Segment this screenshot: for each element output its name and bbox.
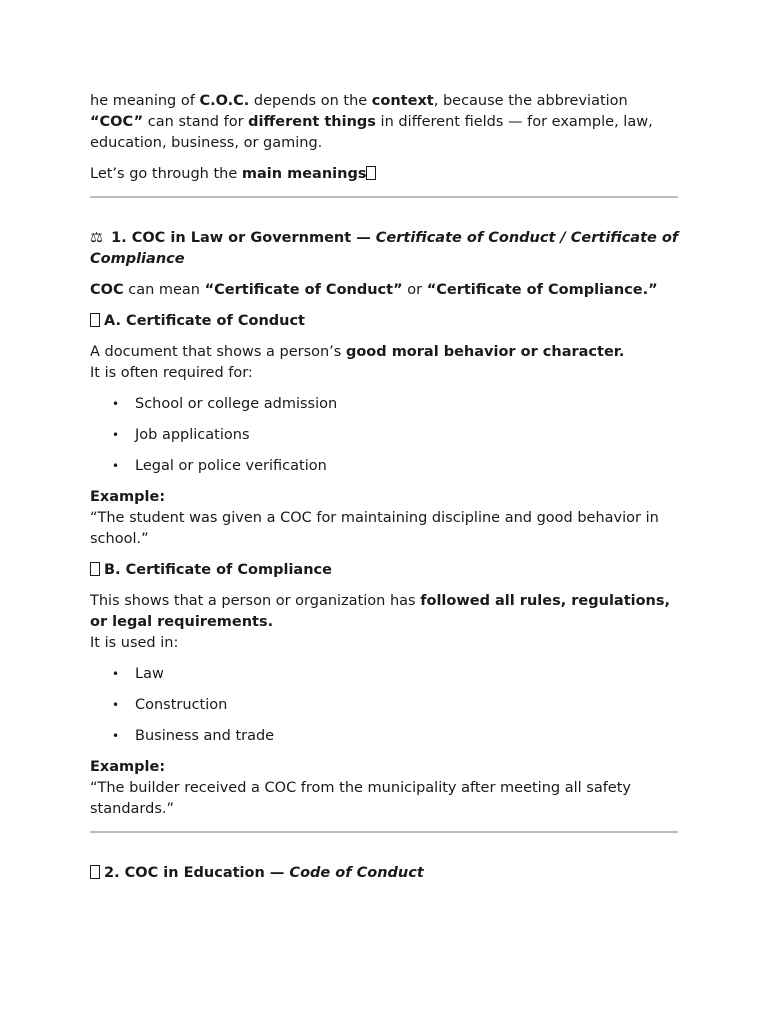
scales-icon: ⚖: [90, 230, 103, 246]
diamond-bullet-icon: [90, 562, 100, 576]
section-2-heading: 2. COC in Education — Code of Conduct: [90, 863, 680, 884]
list-item: • Business and trade: [135, 726, 680, 747]
section-1-heading: ⚖ 1. COC in Law or Government — Certificate of Conduct / Certificate of Compliance: [90, 230, 679, 267]
subsection-a-description: A document that shows a person’s good moral behavior or character. It is often required for:: [90, 344, 625, 381]
list-item: • Law: [135, 664, 680, 685]
intro-lead-in: Let’s go through the main meanings: [90, 164, 680, 185]
list-item: • Job applications: [135, 425, 680, 446]
diamond-bullet-icon: [90, 313, 100, 327]
document-body: [90, 91, 680, 894]
section-divider: [90, 196, 678, 198]
subsection-b-description: This shows that a person or organization has followed all rules, regulations, or legal requirements. It is used in:: [90, 593, 671, 651]
subsection-a-example: Example: “The student was given a COC for maintaining discipline and good behavior in school.”: [90, 489, 659, 547]
section-1-lead: COC can mean “Certificate of Conduct” or “Certificate of Compliance.”: [90, 282, 658, 298]
graduation-cap-icon: [90, 865, 100, 879]
intro-paragraph: he meaning of C.O.C. depends on the context, because the abbreviation “COC” can stand for different things in different fields — for example, law, education, business, or gaming.: [90, 93, 653, 151]
subsection-a-list: [90, 394, 680, 477]
list-item: • Construction: [135, 695, 680, 716]
list-item: • Legal or police verification: [135, 456, 680, 477]
subsection-b-heading: B. Certificate of Compliance: [90, 560, 680, 581]
subsection-a-heading: A. Certificate of Conduct: [90, 311, 680, 332]
list-item: • School or college admission: [135, 394, 680, 415]
section-divider: [90, 831, 678, 833]
subsection-b-example: Example: “The builder received a COC from the municipality after meeting all safety standards.”: [90, 759, 631, 817]
subsection-b-list: [90, 664, 680, 747]
pointing-down-icon: [366, 166, 376, 180]
